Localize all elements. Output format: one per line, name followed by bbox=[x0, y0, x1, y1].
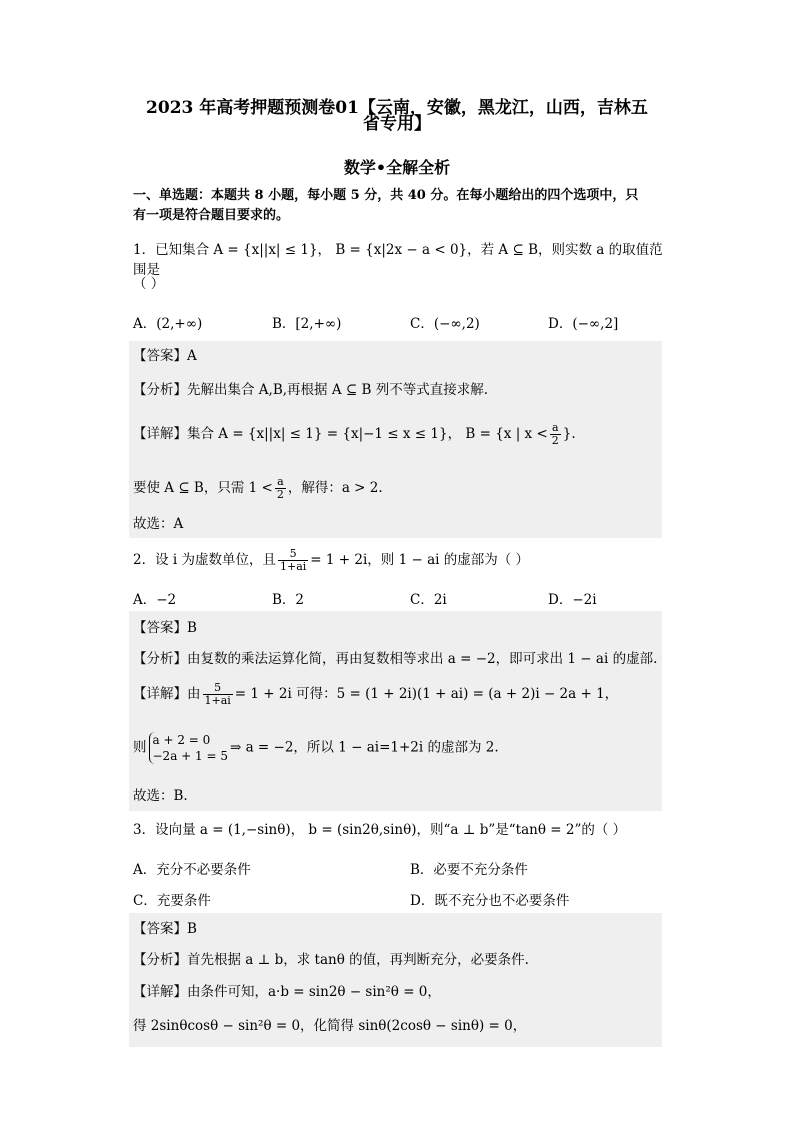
question-2-answer: 【答案】B bbox=[133, 620, 197, 636]
fraction-denominator: 1+ai bbox=[280, 560, 307, 573]
system-line-1: a + 2 = 0 bbox=[152, 733, 211, 747]
question-1-conclusion: 故选：A bbox=[133, 516, 184, 532]
question-2-option-c: C．2i bbox=[410, 592, 447, 608]
question-2-system-tail: ⇒ a = −2，所以 1 − ai=1+2i 的虚部为 2. bbox=[229, 739, 499, 756]
question-3-option-a: A．充分不必要条件 bbox=[133, 862, 251, 878]
page-subtitle: 数学•全解全析 bbox=[343, 158, 451, 177]
question-2-conclusion: 故选：B. bbox=[133, 788, 188, 804]
question-2-system-label: 则 bbox=[133, 739, 147, 756]
fraction-numerator: 5 bbox=[203, 682, 233, 695]
equation-system-brace bbox=[149, 732, 228, 764]
question-1-detail-text: 【详解】集合 A = {x||x| ≤ 1} = {x|−1 ≤ x ≤ 1}， B = {x | x < bbox=[133, 426, 548, 442]
question-3-answer: 【答案】B bbox=[133, 921, 197, 937]
page-title-line-2: 省专用】 bbox=[363, 114, 431, 134]
question-2-solution-box bbox=[129, 611, 662, 811]
fraction bbox=[550, 422, 561, 447]
question-3-option-d: D．既不充分也不必要条件 bbox=[410, 893, 570, 909]
question-1-option-a: A．(2,+∞) bbox=[133, 316, 203, 332]
question-1-option-c: C．(−∞,2) bbox=[410, 316, 480, 332]
fraction-denominator: 2 bbox=[276, 488, 284, 501]
question-2-stem-text: 2．设 i 为虚数单位，且 bbox=[133, 552, 276, 568]
question-1-detail-tail: }. bbox=[562, 426, 576, 442]
question-1-option-b: B．[2,+∞) bbox=[272, 316, 342, 332]
question-2-option-a: A．−2 bbox=[133, 592, 177, 608]
question-1-analysis: 【分析】先解出集合 A,B,再根据 A ⊆ B 列不等式直接求解. bbox=[133, 382, 488, 398]
question-3-detail-2: 得 2sinθcosθ − sin²θ = 0，化简得 sinθ(2cosθ − sinθ) = 0， bbox=[133, 1018, 527, 1034]
page-title-line-1: 2023 年高考押题预测卷01【云南，安徽，黑龙江，山西，吉林五 bbox=[146, 98, 648, 118]
fraction bbox=[278, 548, 308, 573]
question-3-analysis: 【分析】首先根据 a ⊥ b，求 tanθ 的值，再判断充分，必要条件. bbox=[133, 952, 529, 968]
fraction-denominator: 1+ai bbox=[204, 694, 231, 707]
question-1-step-text: 要使 A ⊆ B，只需 1 < bbox=[133, 480, 273, 496]
question-2-detail-tail: = 1 + 2i 可得：5 = (1 + 2i)(1 + ai) = (a + 2)i − 2a + 1， bbox=[234, 686, 619, 702]
question-1-paren: （ ） bbox=[133, 276, 165, 292]
question-2-detail bbox=[133, 682, 658, 707]
section-heading: 一、单选题：本题共 8 小题，每小题 5 分，共 40 分。在每小题给出的四个选项中，只 bbox=[133, 188, 639, 203]
question-2-stem bbox=[133, 548, 663, 573]
question-2-stem-tail: = 1 + 2i，则 1 − ai 的虚部为（ ） bbox=[310, 552, 530, 568]
question-1-option-d: D．(−∞,2] bbox=[548, 316, 619, 332]
question-1-step-tail: ，解得：a > 2. bbox=[287, 480, 383, 496]
section-heading-cont: 有一项是符合题目要求的。 bbox=[133, 208, 290, 223]
question-1-step bbox=[133, 476, 658, 501]
question-1-answer: 【答案】A bbox=[133, 348, 197, 364]
question-2-system bbox=[133, 732, 658, 764]
question-2-detail-text: 【详解】由 bbox=[133, 686, 201, 702]
fraction-numerator: 5 bbox=[278, 548, 308, 561]
question-1-detail bbox=[133, 422, 658, 447]
question-1-stem: 1．已知集合 A = {x||x| ≤ 1}， B = {x|2x − a < 0}，若 A ⊆ B，则实数 a 的取值范围是 bbox=[133, 242, 663, 278]
fraction bbox=[203, 682, 233, 707]
question-3-detail: 【详解】由条件可知，a·b = sin2θ − sin²θ = 0， bbox=[133, 984, 441, 1000]
question-2-option-d: D．−2i bbox=[548, 592, 597, 608]
question-3-option-b: B．必要不充分条件 bbox=[410, 862, 528, 878]
fraction-denominator: 2 bbox=[551, 434, 559, 447]
question-2-analysis: 【分析】由复数的乘法运算化简，再由复数相等求出 a = −2，即可求出 1 − ai 的虚部. bbox=[133, 651, 658, 667]
fraction-numerator: a bbox=[275, 476, 286, 489]
system-line-2: −2a + 1 = 5 bbox=[152, 749, 228, 763]
question-3-stem: 3．设向量 a = (1,−sinθ)， b = (sin2θ,sinθ)，则“a ⊥ b”是“tanθ = 2”的（ ） bbox=[133, 822, 627, 838]
fraction-numerator: a bbox=[550, 422, 561, 435]
question-2-option-b: B．2 bbox=[272, 592, 305, 608]
question-3-option-c: C．充要条件 bbox=[133, 893, 211, 909]
fraction bbox=[275, 476, 286, 501]
